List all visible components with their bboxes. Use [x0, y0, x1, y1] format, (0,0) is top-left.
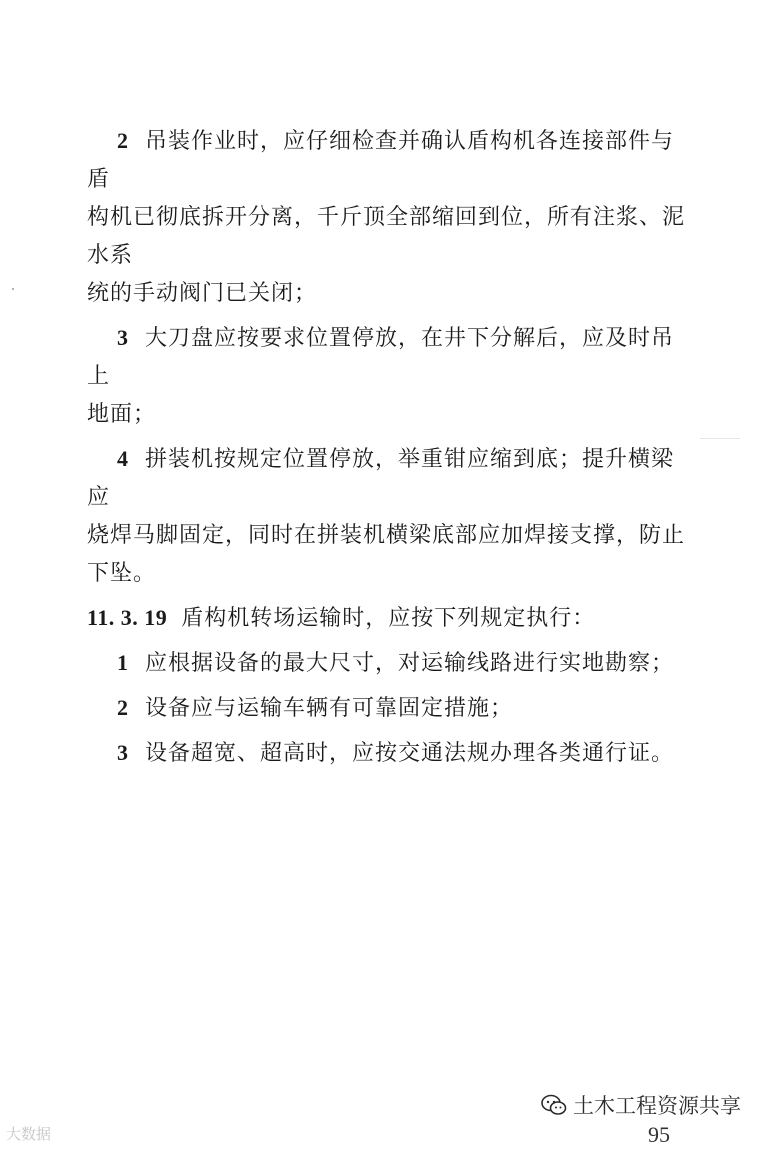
clause-number: 11. 3. 19 — [87, 605, 168, 630]
item-number: 2 — [117, 695, 129, 720]
watermark-left-text: 大数据 — [6, 1125, 52, 1143]
list-item — [87, 319, 687, 434]
list-item — [87, 689, 687, 728]
item-number: 1 — [117, 650, 129, 675]
list-item — [87, 122, 687, 313]
item-text-line: 烧焊马脚固定，同时在拼装机横梁底部应加焊接支撑，防止 — [87, 523, 686, 548]
list-item — [87, 644, 687, 683]
clause-heading — [87, 599, 687, 638]
item-number: 2 — [117, 128, 129, 153]
page-number: 95 — [648, 1122, 670, 1147]
item-number: 4 — [117, 446, 129, 471]
list-item — [87, 734, 687, 773]
item-text-line: 地面； — [87, 402, 157, 427]
item-number: 3 — [117, 325, 129, 350]
watermark-left — [6, 1123, 51, 1144]
scan-speck — [12, 288, 14, 290]
watermark-right — [541, 1090, 741, 1120]
wechat-icon — [541, 1094, 567, 1116]
item-text-line: 大刀盘应按要求位置停放，在井下分解后，应及时吊上 — [87, 326, 675, 389]
item-text: 设备应与运输车辆有可靠固定措施； — [145, 696, 514, 721]
item-text-line: 统的手动阀门已关闭； — [87, 281, 318, 306]
document-body — [87, 122, 687, 779]
item-text: 应根据设备的最大尺寸，对运输线路进行实地勘察； — [145, 651, 675, 676]
list-item — [87, 440, 687, 593]
clause-text: 盾构机转场运输时，应按下列规定执行： — [181, 606, 596, 631]
item-text-line: 吊装作业时，应仔细检查并确认盾构机各连接部件与盾 — [87, 129, 675, 192]
item-text: 设备超宽、超高时，应按交通法规办理各类通行证。 — [145, 741, 675, 766]
scan-speck — [700, 438, 740, 439]
watermark-right-text: 土木工程资源共享 — [573, 1094, 741, 1118]
item-text-line: 下坠。 — [87, 561, 157, 586]
item-text-line: 拼装机按规定位置停放，举重钳应缩到底；提升横梁应 — [87, 447, 675, 510]
item-text-line: 构机已彻底拆开分离，千斤顶全部缩回到位，所有注浆、泥水系 — [87, 205, 686, 268]
item-number: 3 — [117, 740, 129, 765]
